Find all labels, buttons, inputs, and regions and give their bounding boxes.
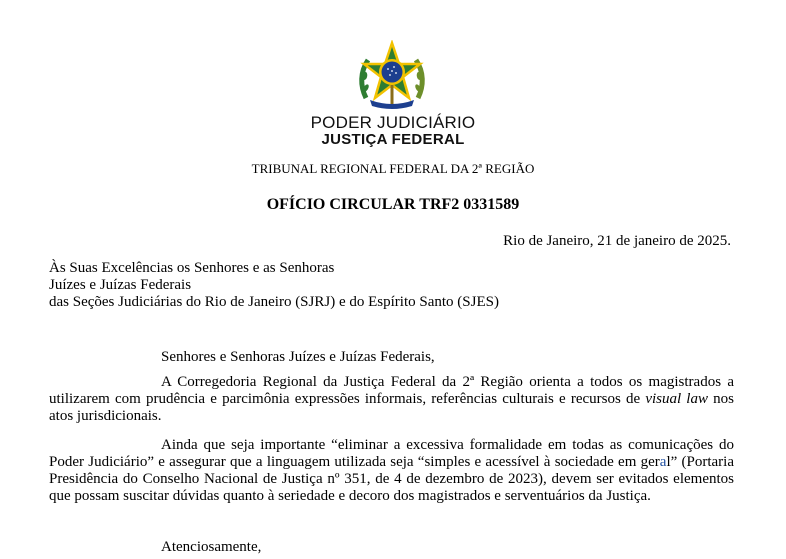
org-name-line2: JUSTIÇA FEDERAL: [321, 131, 465, 148]
paragraph-2-text: Ainda que seja importante “eliminar a excessiva formalidade em todas as comunicações do Poder Judiciário” e assegurar que a linguagem utilizada seja “simples e acessível à sociedade em ger: [49, 437, 734, 470]
closing: Atenciosamente,: [161, 539, 262, 555]
recipients-line: Juízes e Juízas Federais: [49, 277, 192, 293]
paragraph-2-marked-char: a: [659, 454, 667, 470]
paragraph-1: [49, 374, 734, 425]
tribunal-name: TRIBUNAL REGIONAL FEDERAL DA 2ª REGIÃO: [251, 161, 535, 176]
org-name-line1: PODER JUDICIÁRIO: [310, 113, 476, 132]
document-date: Rio de Janeiro, 21 de janeiro de 2025.: [503, 233, 731, 249]
recipients-line: das Seções Judiciárias do Rio de Janeiro (SJRJ) e do Espírito Santo (SJES): [49, 294, 499, 310]
paragraph-2-text-end: l” (Portaria Presidência do Conselho Nacional de Justiça nº 351, de 4 de dezembro de 2023), devem ser evitados elementos que possam suscitar dúvidas quanto à seriedade e decoro dos magistrados e serventuários da Justiça.: [49, 454, 734, 504]
paragraph-2: [49, 437, 734, 505]
paragraph-1-text: A Corregedoria Regional da Justiça Federal da 2ª Região orienta a todos os magistrados a utilizarem com prudência e parcimônia expressões informais, referências culturais e recursos de: [49, 374, 734, 407]
salutation: Senhores e Senhoras Juízes e Juízas Federais,: [161, 349, 435, 365]
paragraph-1-italic: visual law: [645, 391, 708, 407]
recipients-block: [49, 260, 499, 311]
brazil-coat-of-arms-icon: [356, 40, 428, 112]
document-title: OFÍCIO CIRCULAR TRF2 0331589: [266, 196, 520, 213]
recipients-line: Às Suas Excelências os Senhores e as Senhoras: [49, 260, 335, 276]
paragraph-1-text-end: nos atos jurisdicionais.: [49, 391, 734, 424]
